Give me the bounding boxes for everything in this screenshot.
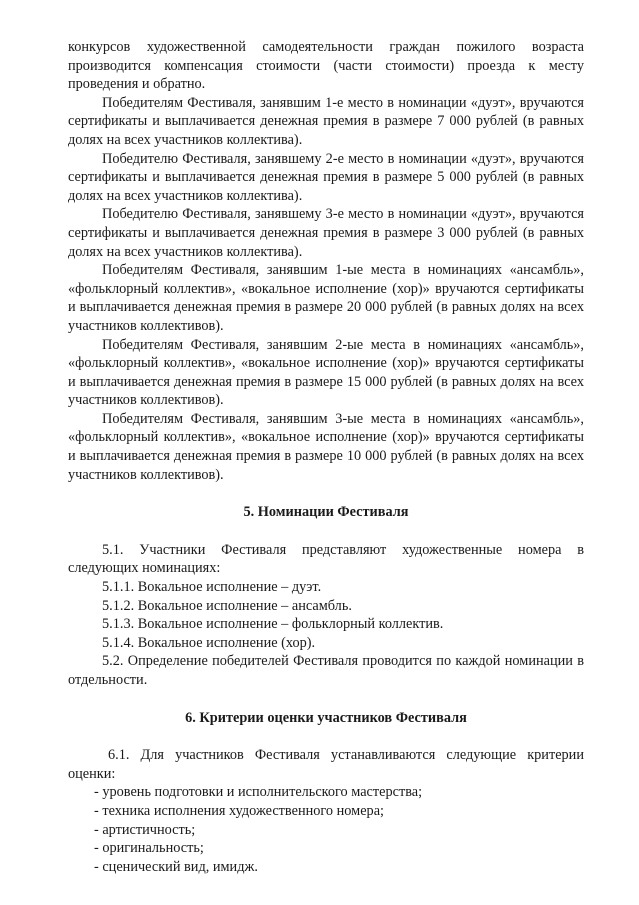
nomination-item-2: 5.1.2. Вокальное исполнение – ансамбль. xyxy=(102,597,352,614)
prize-paragraph-2: Победителю Фестиваля, занявшему 2-е место в номинации «дуэт», вручаются сертификаты и выплачивается денежная премия в размере 5 000 рублей (в равных долях на всех участников коллектива). xyxy=(68,150,584,204)
criteria-item-4: - оригинальность; xyxy=(94,840,204,857)
criteria-item-2: - техника исполнения художественного номера; xyxy=(94,802,385,819)
section-5-1-paragraph: 5.1. Участники Фестиваля представляют художественные номера в следующих номинациях: xyxy=(68,541,584,577)
criteria-item-1: - уровень подготовки и исполнительского мастерства; xyxy=(94,784,423,801)
nomination-item-1: 5.1.1. Вокальное исполнение – дуэт. xyxy=(102,579,322,596)
prize-paragraph-4: Победителям Фестиваля, занявшим 1-ые места в номинациях «ансамбль», «фольклорный коллектив», «вокальное исполнение (хор)» вручаются сертификаты и выплачивается денежная премия в размере 20 000 рублей (в равных долях на всех участников коллективов). xyxy=(68,262,584,334)
criteria-list xyxy=(68,783,584,876)
section-5-heading: 5. Номинации Фестиваля xyxy=(243,504,409,521)
criteria-item-5: - сценический вид, имидж. xyxy=(94,858,258,875)
nomination-item-3: 5.1.3. Вокальное исполнение – фольклорный коллектив. xyxy=(102,616,444,633)
prize-paragraph-6: Победителям Фестиваля, занявшим 3-ые места в номинациях «ансамбль», «фольклорный коллектив», «вокальное исполнение (хор)» вручаются сертификаты и выплачивается денежная премия в размере 10 000 рублей (в равных долях на всех участников коллективов). xyxy=(68,410,584,483)
prize-paragraph-5: Победителям Фестиваля, занявшим 2-ые места в номинациях «ансамбль», «фольклорный коллектив», «вокальное исполнение (хор)» вручаются сертификаты и выплачивается денежная премия в размере 15 000 рублей (в равных долях на всех участников коллективов). xyxy=(68,336,584,409)
intro-continuation: конкурсов художественной самодеятельности граждан пожилого возраста производится компенсация стоимости (части стоимости) проезда к месту проведения и обратно. xyxy=(68,39,584,93)
section-6-1-paragraph: 6.1. Для участников Фестиваля устанавливаются следующие критерии оценки: xyxy=(68,747,584,782)
prize-paragraph-1: Победителям Фестиваля, занявшим 1-е место в номинации «дуэт», вручаются сертификаты и выплачивается денежная премия в размере 7 000 рублей (в равных долях на всех участников коллектива). xyxy=(68,94,584,148)
document-page xyxy=(68,38,584,876)
nomination-item-4: 5.1.4. Вокальное исполнение (хор). xyxy=(102,634,316,651)
prize-paragraph-3: Победителю Фестиваля, занявшему 3-е место в номинации «дуэт», вручаются сертификаты и выплачивается денежная премия в размере 3 000 рублей (в равных долях на всех участников коллектива). xyxy=(68,206,584,260)
section-6-heading: 6. Критерии оценки участников Фестиваля xyxy=(185,709,467,726)
section-5-2-paragraph: 5.2. Определение победителей Фестиваля проводится по каждой номинации в отдельности. xyxy=(68,653,584,688)
criteria-item-3: - артистичность; xyxy=(94,821,196,838)
